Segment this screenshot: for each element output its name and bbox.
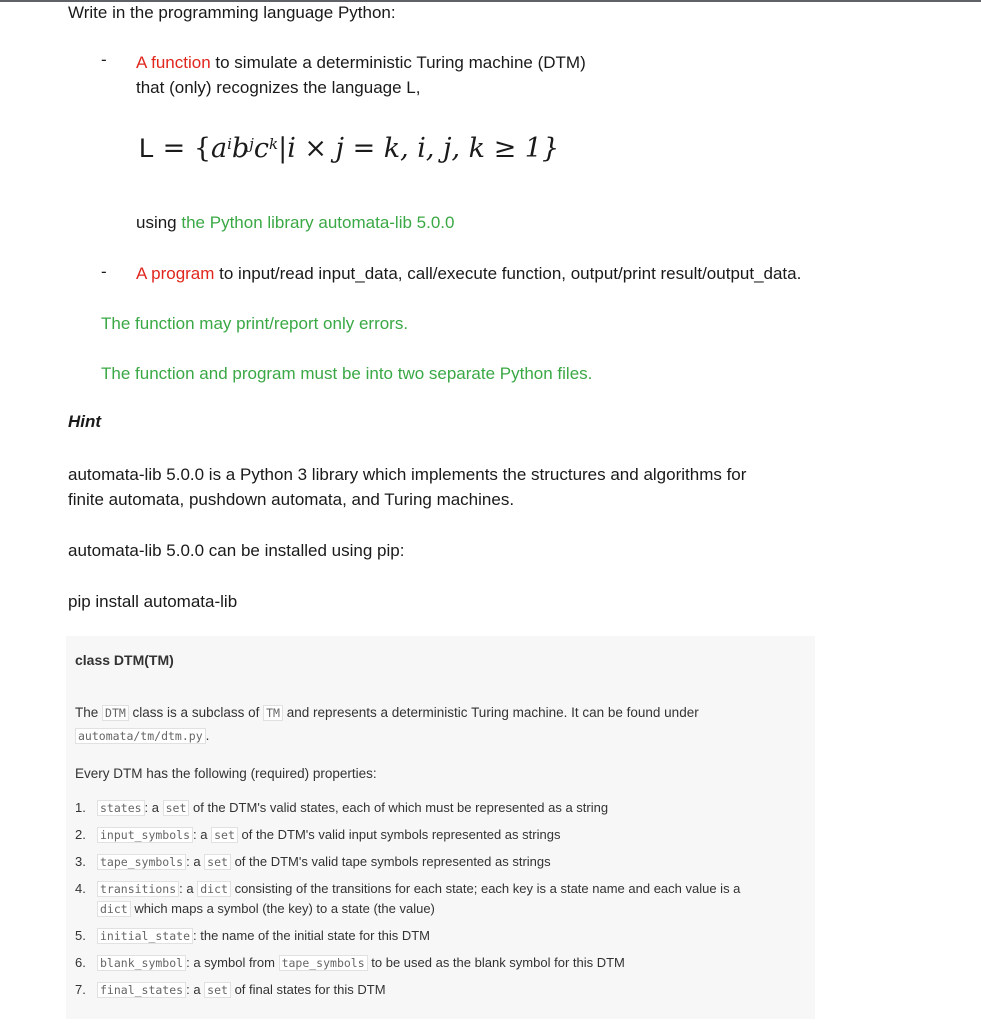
class-heading: class DTM(TM) xyxy=(75,652,174,668)
red-keyword: A program xyxy=(136,264,215,283)
requirement-text: to simulate a deterministic Turing machine (DTM) xyxy=(210,53,586,72)
inline-code: dict xyxy=(97,901,131,917)
doc-text: : a symbol from xyxy=(186,955,279,970)
doc-text: and represents a deterministic Turing machine. It can be found under xyxy=(282,705,699,720)
doc-text: of the DTM's valid states, each of which must be represented as a string xyxy=(189,800,609,815)
list-item xyxy=(75,980,810,1007)
note-files: The function and program must be into two separate Python files. xyxy=(101,364,593,383)
inline-code: tape_symbols xyxy=(279,955,368,971)
doc-text: of the DTM's valid tape symbols represented as strings xyxy=(230,854,551,869)
list-item xyxy=(75,825,810,852)
doc-text: consisting of the transitions for each state; each key is a state name and each value is a xyxy=(230,881,741,896)
hint-heading: Hint xyxy=(68,412,102,431)
continuation xyxy=(75,899,435,919)
list-item xyxy=(75,953,810,980)
inline-code: set xyxy=(211,827,238,843)
formula-exp-i: i xyxy=(227,134,232,153)
using-line xyxy=(136,210,454,235)
formula-a: a xyxy=(211,133,228,164)
inline-code: blank_symbol xyxy=(97,955,186,971)
inline-code: TM xyxy=(263,705,283,721)
list-item xyxy=(75,879,810,926)
inline-code: input_symbols xyxy=(97,827,193,843)
formula-b: b xyxy=(231,133,250,164)
list-item xyxy=(75,926,810,953)
note-errors: The function may print/report only errors. xyxy=(101,314,409,333)
doc-text: The xyxy=(75,705,103,720)
doc-text: : a xyxy=(186,982,205,997)
inline-code: transitions xyxy=(97,881,179,897)
doc-text: : a xyxy=(186,854,205,869)
inline-code: set xyxy=(204,854,231,870)
doc-text: of final states for this DTM xyxy=(230,982,386,997)
doc-text: : the name of the initial state for this DTM xyxy=(193,928,431,943)
list-item xyxy=(75,852,810,879)
header-text: Write in the programming language Python: xyxy=(68,3,396,22)
inline-code: set xyxy=(163,800,190,816)
inline-code: dict xyxy=(197,881,231,897)
requirement-text: to input/read input_data, call/execute function, output/print result/output_data. xyxy=(214,264,802,283)
library-name: the Python library automata-lib 5.0.0 xyxy=(181,213,455,232)
red-keyword: A function xyxy=(136,53,211,72)
doc-path-line xyxy=(75,728,209,743)
property-list xyxy=(75,798,810,1007)
inline-code: automata/tm/dtm.py xyxy=(75,728,206,744)
doc-text: : a xyxy=(193,827,212,842)
bullet-dash: - xyxy=(101,262,107,281)
doc-text: class is a subclass of xyxy=(128,705,264,720)
item-number: 3. xyxy=(75,854,86,869)
item-number: 2. xyxy=(75,827,86,842)
item-number: 6. xyxy=(75,955,86,970)
doc-intro xyxy=(75,705,699,720)
doc-text: : a xyxy=(144,800,163,815)
doc-every: Every DTM has the following (required) properties: xyxy=(75,766,377,781)
doc-text: of the DTM's valid input symbols represented as strings xyxy=(237,827,561,842)
paragraph-line: automata-lib 5.0.0 is a Python 3 library which implements the structures and algorithms for xyxy=(68,465,747,484)
using-prefix: using xyxy=(136,213,182,232)
bullet-dash: - xyxy=(101,50,107,69)
formula-c: c xyxy=(253,133,269,164)
inline-code: initial_state xyxy=(97,928,193,944)
pip-command: pip install automata-lib xyxy=(68,592,238,611)
paragraph-line: finite automata, pushdown automata, and Turing machines. xyxy=(68,490,515,509)
install-text: automata-lib 5.0.0 can be installed using pip: xyxy=(68,541,405,560)
requirement-line2: that (only) recognizes the language L, xyxy=(136,78,421,97)
formula-L: L xyxy=(139,133,155,163)
documentation-excerpt xyxy=(66,636,815,1019)
item-number: 7. xyxy=(75,982,86,997)
inline-code: states xyxy=(97,800,145,816)
formula-condition: |i × j = k, i, j, k ≥ 1} xyxy=(278,133,560,164)
doc-text: : a xyxy=(179,881,198,896)
inline-code: DTM xyxy=(102,705,129,721)
item-number: 5. xyxy=(75,928,86,943)
inline-code: set xyxy=(204,982,231,998)
item-number: 4. xyxy=(75,881,86,896)
item-number: 1. xyxy=(75,800,86,815)
list-item xyxy=(75,798,810,825)
requirement-function xyxy=(136,50,586,75)
inline-code: final_states xyxy=(97,982,186,998)
language-formula xyxy=(139,133,559,164)
doc-text: which maps a symbol (the key) to a state (the value) xyxy=(130,901,435,916)
inline-code: tape_symbols xyxy=(97,854,186,870)
doc-text: to be used as the blank symbol for this DTM xyxy=(367,955,625,970)
requirement-program xyxy=(136,261,801,286)
doc-text: . xyxy=(205,728,210,743)
formula-exp-k: k xyxy=(269,134,279,153)
formula-exp-j: j xyxy=(249,134,254,153)
formula-eq: = { xyxy=(154,133,211,164)
